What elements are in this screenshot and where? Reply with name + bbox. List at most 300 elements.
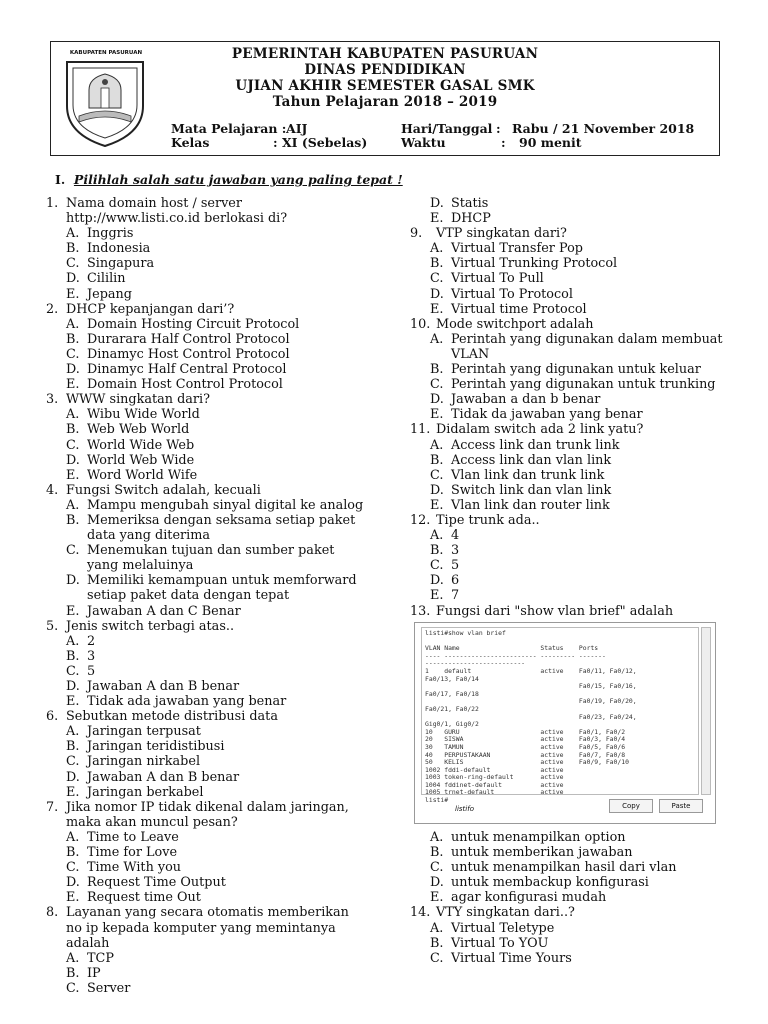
option-letter: B. [66, 422, 80, 438]
question-number: 14. [410, 905, 431, 921]
answer-option [46, 875, 364, 890]
answer-option [46, 513, 364, 543]
time-value: 90 menit [519, 135, 582, 150]
question-text: Fungsi dari "show vlan brief" adalah [436, 603, 674, 619]
option-text: Switch link dan vlan link [451, 482, 612, 498]
section-number: I. [55, 172, 66, 187]
option-letter: D. [430, 875, 444, 891]
question-item [410, 513, 732, 604]
answer-option [410, 483, 732, 498]
answer-option [46, 785, 364, 800]
question-number: 9. [410, 226, 423, 242]
answer-option [46, 453, 364, 468]
option-text: Tidak ada jawaban yang benar [87, 694, 287, 710]
option-text: Tidak da jawaban yang benar [451, 407, 643, 423]
exam-header [50, 41, 720, 156]
answer-option [46, 770, 364, 785]
option-letter: D. [430, 482, 444, 498]
question-text: VTP singkatan dari? [436, 226, 567, 242]
header-exam-title: UJIAN AKHIR SEMESTER GASAL SMK [235, 78, 535, 94]
option-text: agar konfigurasi mudah [451, 890, 607, 906]
option-text: 6 [451, 573, 460, 589]
option-text: Jawaban A dan B benar [87, 769, 240, 785]
answer-option [410, 936, 732, 951]
section-instruction: Pilihlah salah satu jawaban yang paling tepat ! [73, 172, 403, 187]
answer-option [46, 966, 364, 981]
right-bottom-column [410, 830, 732, 966]
cli-line: Fa0/15, Fa0/16, [425, 682, 637, 691]
answer-option [46, 890, 364, 905]
cli-line: ---- ------------------------ --------- ------- [425, 651, 606, 660]
option-text: untuk memberikan jawaban [451, 845, 633, 861]
cli-line: Fa0/17, Fa0/18 [425, 689, 479, 698]
question-text: WWW singkatan dari? [66, 392, 210, 408]
option-text: Singapura [87, 256, 155, 272]
question-item [410, 905, 732, 965]
answer-option [46, 287, 364, 302]
option-letter: C. [430, 860, 444, 876]
option-text: Virtual Teletype [451, 920, 555, 936]
option-letter: B. [430, 845, 444, 861]
option-letter: D. [66, 769, 80, 785]
question-stem [46, 709, 364, 724]
option-text: Virtual Time Yours [451, 950, 572, 966]
option-letter: B. [430, 452, 444, 468]
option-letter: B. [66, 739, 80, 755]
question-stem [46, 196, 364, 226]
option-letter: A. [430, 331, 444, 347]
answer-option [410, 951, 732, 966]
option-text: 3 [451, 543, 460, 559]
answer-option [46, 271, 364, 286]
option-letter: A. [430, 920, 444, 936]
question-stem [46, 392, 364, 407]
option-text: untuk menampilkan option [451, 830, 626, 845]
option-text: Virtual To Protocol [451, 286, 573, 302]
cli-line: Fa0/13, Fa0/14 [425, 674, 479, 683]
option-letter: A. [430, 437, 444, 453]
answer-option [410, 573, 732, 588]
question-stem [46, 800, 364, 830]
option-text: DHCP [451, 211, 491, 227]
question-item [46, 800, 364, 906]
cli-line: Fa0/23, Fa0/24, [425, 712, 637, 721]
option-text: Virtual Trunking Protocol [451, 256, 618, 272]
option-text: Virtual To YOU [451, 935, 549, 951]
answer-option [410, 392, 732, 407]
option-letter: E. [66, 467, 80, 483]
header-department: DINAS PENDIDIKAN [304, 62, 466, 78]
option-letter: E. [430, 301, 444, 317]
answer-option [410, 256, 732, 271]
paste-button[interactable]: Paste [659, 799, 703, 813]
option-text: Domain Host Control Protocol [87, 377, 283, 393]
question-number: 1. [46, 196, 59, 211]
option-letter: A. [66, 316, 80, 332]
option-letter: C. [66, 543, 80, 559]
question-text: Nama domain host / server http://www.listi.co.id berlokasi di? [66, 196, 288, 227]
option-text: Dinamyc Host Control Protocol [87, 346, 290, 362]
option-text: Virtual To Pull [451, 271, 544, 287]
option-letter: A. [66, 633, 80, 649]
answer-option [46, 754, 364, 769]
cli-line: 1004 fddinet-default active [425, 780, 564, 789]
question-number: 7. [46, 799, 59, 815]
option-letter: B. [430, 935, 444, 951]
class-value: : XI (Sebelas) [273, 135, 368, 150]
answer-option [410, 921, 732, 936]
option-letter: D. [66, 679, 80, 694]
question-stem [410, 422, 732, 437]
answer-option [410, 302, 732, 317]
option-text: Jawaban A dan C Benar [87, 603, 241, 619]
option-letter: C. [430, 377, 444, 393]
option-text: Time With you [87, 860, 182, 876]
option-letter: C. [430, 271, 444, 287]
answer-option [46, 664, 364, 679]
question-stem [46, 619, 364, 634]
cli-line: 1 default active Fa0/11, Fa0/12, [425, 666, 637, 675]
answer-option [46, 438, 364, 453]
option-text: Jaringan terpusat [87, 724, 201, 740]
option-letter: C. [430, 558, 444, 574]
option-letter: E. [430, 407, 444, 423]
option-letter: D. [430, 392, 444, 408]
answer-option [410, 241, 732, 256]
answer-option [46, 981, 364, 996]
cli-line: Gig0/1, Gig0/2 [425, 720, 479, 729]
answer-option [410, 830, 732, 845]
logo-text: KABUPATEN PASURUAN [69, 50, 143, 56]
answer-option [410, 588, 732, 603]
option-text: Server [87, 980, 131, 996]
option-text: Word World Wife [87, 467, 198, 483]
cli-line: listi#show vlan brief [425, 629, 506, 637]
option-letter: E. [66, 603, 80, 619]
answer-option [46, 317, 364, 332]
option-letter: B. [66, 512, 80, 528]
option-text: 5 [87, 663, 96, 679]
option-text: Statis [451, 196, 489, 211]
option-letter: C. [66, 437, 80, 453]
answer-option [410, 332, 732, 362]
option-letter: D. [66, 271, 80, 287]
answer-option [46, 634, 364, 649]
option-letter: B. [66, 241, 80, 257]
option-text: Access link dan trunk link [451, 437, 620, 453]
option-letter: B. [66, 965, 80, 981]
option-letter: C. [430, 950, 444, 966]
answer-option [410, 468, 732, 483]
option-letter: A. [66, 497, 80, 513]
answer-option [410, 196, 732, 211]
answer-option [410, 890, 732, 905]
question-text: VTY singkatan dari..? [436, 905, 575, 921]
left-question-column [46, 196, 364, 996]
question-item [46, 709, 364, 800]
option-text: World Wide Web [87, 437, 195, 453]
answer-option [410, 362, 732, 377]
option-text: Virtual Transfer Pop [451, 241, 583, 257]
cli-line: 30 TAMUN active Fa0/5, Fa0/6 [425, 742, 626, 751]
cli-line: 1002 fddi-default active [425, 765, 564, 774]
option-text: 3 [87, 648, 96, 664]
option-letter: A. [66, 950, 80, 966]
answer-option [46, 649, 364, 664]
option-text: 7 [451, 588, 460, 604]
option-text: TCP [87, 950, 114, 966]
cli-line: 1003 token-ring-default active [425, 773, 564, 782]
answer-option [410, 211, 732, 226]
option-text: untuk membackup konfigurasi [451, 875, 649, 891]
answer-option [46, 422, 364, 437]
option-letter: C. [66, 980, 80, 996]
cli-line: 50 KELIS active Fa0/9, Fa0/10 [425, 758, 629, 767]
option-text: Time to Leave [87, 829, 179, 845]
answer-option [46, 724, 364, 739]
option-letter: A. [66, 407, 80, 423]
cli-line: 20 SISWA active Fa0/3, Fa0/4 [425, 735, 626, 744]
question-item [46, 392, 364, 483]
option-letter: C. [66, 346, 80, 362]
option-text: Time for Love [87, 845, 178, 861]
question-number: 6. [46, 709, 59, 725]
answer-option [46, 694, 364, 709]
answer-option [46, 241, 364, 256]
answer-option [410, 543, 732, 558]
option-text: Access link dan vlan link [451, 452, 612, 468]
cli-output [421, 627, 699, 805]
cli-line: 10 GURU active Fa0/1, Fa0/2 [425, 727, 626, 736]
header-government: PEMERINTAH KABUPATEN PASURUAN [231, 46, 539, 62]
option-text: Domain Hosting Circuit Protocol [87, 316, 300, 332]
cli-scrollbar[interactable] [701, 627, 711, 795]
option-text: 5 [451, 558, 460, 574]
answer-option [410, 438, 732, 453]
option-letter: B. [430, 543, 444, 559]
time-separator: : [501, 135, 506, 150]
answer-option [46, 256, 364, 271]
date-separator: : [496, 121, 501, 136]
question-number: 10. [410, 316, 431, 332]
option-letter: A. [66, 829, 80, 845]
question-stem [46, 905, 364, 950]
option-text: Virtual time Protocol [451, 301, 587, 317]
option-letter: B. [66, 648, 80, 664]
time-label: Waktu [401, 135, 446, 150]
question-stem [46, 302, 364, 317]
class-label: Kelas [171, 135, 210, 150]
cli-line: Fa0/19, Fa0/20, [425, 697, 637, 706]
question-text: Fungsi Switch adalah, kecuali [66, 482, 261, 498]
option-text: Mampu mengubah sinyal digital ke analog [87, 497, 364, 513]
option-text: Perintah yang digunakan untuk keluar [451, 362, 701, 378]
question-text: Tipe trunk ada.. [436, 512, 540, 528]
option-letter: A. [430, 241, 444, 257]
answer-option [46, 845, 364, 860]
answer-option [410, 845, 732, 860]
question-number: 3. [46, 392, 59, 408]
answer-option [46, 377, 364, 392]
option-letter: C. [66, 256, 80, 272]
option-text: Memeriksa dengan seksama setiap paket data yang diterima [87, 512, 356, 544]
cli-line: VLAN Name Status Ports [425, 644, 599, 653]
option-letter: C. [66, 663, 80, 679]
option-letter: B. [430, 362, 444, 378]
question-text: Jika nomor IP tidak dikenal dalam jaringan, maka akan muncul pesan? [66, 799, 349, 830]
answer-option [410, 875, 732, 890]
option-letter: B. [66, 331, 80, 347]
option-text: World Web Wide [87, 452, 195, 468]
answer-option [46, 543, 364, 573]
option-letter: C. [430, 467, 444, 483]
option-letter: D. [66, 875, 80, 891]
option-letter: B. [430, 256, 444, 272]
option-text: Jaringan nirkabel [87, 754, 201, 770]
question-text: DHCP kepanjangan dari’? [66, 301, 235, 317]
answer-option [46, 332, 364, 347]
option-text: Dinamyc Half Central Protocol [87, 362, 287, 378]
question-number: 13. [410, 603, 431, 619]
option-text: Indonesia [87, 241, 151, 257]
option-letter: E. [66, 890, 80, 906]
answer-option [410, 271, 732, 286]
answer-option [46, 951, 364, 966]
question-text: Jenis switch terbagi atas.. [66, 618, 235, 634]
answer-option [410, 528, 732, 543]
subject-label: Mata Pelajaran : [171, 121, 287, 136]
cli-line: 40 PERPUSTAKAAN active Fa0/7, Fa0/8 [425, 750, 626, 759]
answer-option [46, 679, 364, 694]
answer-option [410, 377, 732, 392]
subject-value: AIJ [286, 121, 308, 136]
header-school-year: Tahun Pelajaran 2018 – 2019 [272, 94, 498, 110]
option-text: Jepang [87, 286, 132, 302]
option-text: Request time Out [87, 890, 201, 906]
cli-line: 1005 trnet-default active [425, 788, 564, 797]
option-letter: E. [66, 286, 80, 302]
question-number: 4. [46, 482, 59, 498]
option-text: IP [87, 965, 101, 981]
option-letter: D. [430, 196, 444, 211]
section-title [55, 172, 403, 187]
option-letter: A. [66, 226, 80, 242]
option-text: Perintah yang digunakan untuk trunking [451, 377, 716, 393]
question-number: 8. [46, 905, 59, 921]
option-text: Menemukan tujuan dan sumber paket yang melaluinya [87, 543, 335, 574]
cli-line: listi# [425, 796, 449, 805]
answer-option [46, 347, 364, 362]
option-text: 2 [87, 633, 96, 649]
question-number: 11. [410, 422, 431, 438]
question-item [410, 317, 732, 423]
answer-option [410, 860, 732, 875]
option-letter: E. [430, 588, 444, 604]
option-letter: E. [66, 694, 80, 710]
answer-option [46, 468, 364, 483]
answer-option [410, 453, 732, 468]
question-item [46, 196, 364, 302]
option-letter: C. [66, 860, 80, 876]
option-text: Request Time Output [87, 875, 226, 891]
option-letter: C. [66, 754, 80, 770]
option-text: Jawaban A dan B benar [87, 679, 240, 694]
date-label: Hari/Tanggal [401, 121, 493, 136]
option-letter: A. [430, 830, 444, 845]
option-letter: A. [66, 724, 80, 740]
question-item [46, 302, 364, 393]
option-letter: B. [66, 845, 80, 861]
question-item [46, 619, 364, 710]
question-text: Mode switchport adalah [436, 316, 594, 332]
date-value: Rabu / 21 November 2018 [512, 121, 695, 136]
option-text: Inggris [87, 226, 134, 242]
option-text: untuk menampilkan hasil dari vlan [451, 860, 677, 876]
option-letter: D. [66, 452, 80, 468]
answer-option [46, 498, 364, 513]
question-stem [46, 483, 364, 498]
question-stem [410, 604, 732, 619]
option-text: Web Web World [87, 422, 190, 438]
question-text: Didalam switch ada 2 link yatu? [436, 422, 644, 438]
option-letter: E. [430, 497, 444, 513]
answer-option [46, 860, 364, 875]
option-text: Wibu Wide World [87, 407, 200, 423]
answer-option [46, 573, 364, 603]
option-text: Durarara Half Control Protocol [87, 331, 290, 347]
question-number: 5. [46, 618, 59, 634]
answer-option [410, 558, 732, 573]
question-stem [410, 226, 732, 241]
option-text: Vlan link dan router link [451, 497, 610, 513]
question-stem [410, 317, 732, 332]
answer-option [410, 407, 732, 422]
option-letter: A. [430, 528, 444, 544]
question-number: 12. [410, 512, 431, 528]
option-text: 4 [451, 528, 460, 544]
copy-button[interactable]: Copy [609, 799, 653, 813]
answer-option [46, 604, 364, 619]
answer-option [46, 830, 364, 845]
option-text: Vlan link dan trunk link [451, 467, 605, 483]
option-letter: D. [66, 362, 80, 378]
answer-option [410, 498, 732, 513]
question-item [46, 905, 364, 996]
option-text: Cililin [87, 271, 126, 287]
question-stem [410, 905, 732, 920]
option-letter: D. [66, 573, 80, 589]
cli-screenshot [414, 622, 716, 824]
answer-option [46, 226, 364, 241]
option-text: Jawaban a dan b benar [451, 392, 601, 408]
option-letter: D. [430, 573, 444, 589]
answer-option [46, 407, 364, 422]
answer-option [410, 287, 732, 302]
option-letter: E. [66, 784, 80, 800]
question-number: 2. [46, 301, 59, 317]
question-item [46, 483, 364, 619]
question-stem [410, 513, 732, 528]
cli-line: Fa0/21, Fa0/22 [425, 704, 479, 713]
option-letter: E. [430, 211, 444, 227]
option-letter: D. [430, 286, 444, 302]
option-text: Jaringan berkabel [87, 784, 204, 800]
question-item [410, 604, 732, 619]
cli-footer-label: listifo [455, 805, 474, 813]
option-text: Perintah yang digunakan dalam membuat VLAN [451, 331, 723, 362]
option-text: Memiliki kemampuan untuk memforward setiap paket data dengan tepat [87, 573, 357, 604]
cli-line: -------------------------- [425, 659, 526, 668]
